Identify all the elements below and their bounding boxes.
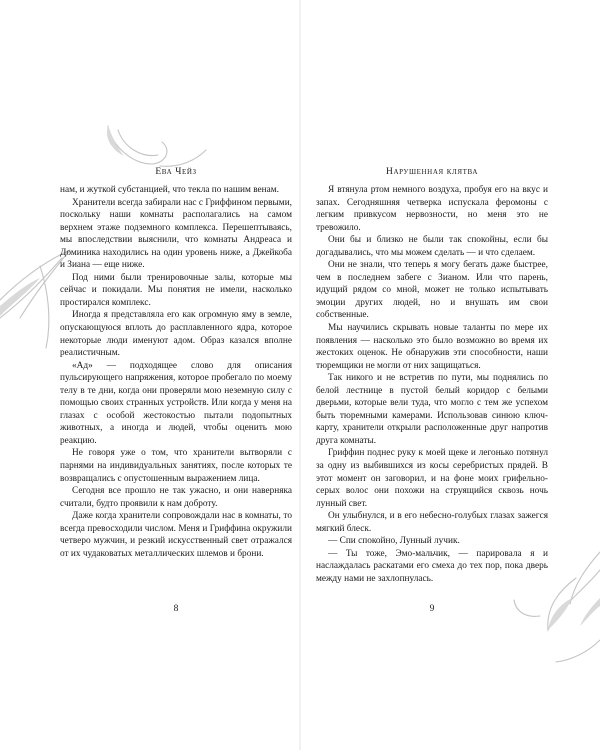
left-page — [60, 166, 292, 560]
book-gutter — [299, 0, 301, 750]
page-number-right: 9 — [429, 604, 435, 614]
right-page-body — [316, 184, 548, 586]
paragraph: «Ад» — подходящее слово для описания пульсирующего напряжения, которое пробегало по моему телу в те дни, когда они проверяли мою неземную силу с помощью своих странных устройств. Или когда у меня на глазах с особой жестокостью пытали подопытных животных, а иногда и людей, чтобы оценить мою реакцию. — [60, 360, 292, 446]
paragraph: Гриффин поднес руку к моей щеке и легонько потянул за одну из выбившихся из косы серебристых прядей. В этот момент он заговорил, и на фоне моих грифельно-серых волос они похожи на струящийся сквозь ночь лунный свет. — [316, 448, 548, 509]
running-head-author: Ева Чейз — [155, 167, 197, 177]
paragraph: Они не знали, что теперь я могу бегать даже быстрее, чем в последнем забеге с Зианом. Или что парень, идущий рядом со мной, может не только испытывать эмоции других людей, но и внушать им свои собственные. — [316, 260, 548, 321]
paragraph: Так никого и не встретив по пути, мы поднялись по белой лестнице в пустой белый коридор с белыми дверьми, которые вели туда, что могло с тем же успехом быть тюремными камерами. Использовав синюю ключ-карту, хранители открыли расположенные друг напротив друга комнаты. — [316, 373, 548, 446]
paragraph: — Спи спокойно, Лунный лучик. — [328, 536, 460, 547]
running-head-title: Нарушенная клятва — [386, 167, 478, 177]
right-page — [316, 166, 548, 586]
paragraph: Хранители всегда забирали нас с Гриффином первыми, поскольку наши комнаты располагались на самом верхнем этаже подземного комплекса. Перешептываясь, мы впоследствии выяснили, что комнаты Андреаса и Доминика находились на один уровень ниже, а Джейкоба и Зиана — еще ниже. — [60, 197, 292, 271]
paragraph: Они бы и близко не были так спокойны, если бы догадывались, что мы можем сделать — и что сделаем. — [316, 235, 548, 258]
left-page-body — [60, 184, 292, 560]
paragraph: Даже когда хранители сопровождали нас в комнаты, то всегда превосходили числом. Меня и Гриффина окружили четверо мужчин, и резкий искусственный свет отражался от их чудаковатых металлических шлемов и брони. — [60, 511, 292, 559]
paragraph: Мы научились скрывать новые таланты по мере их появления — насколько это было возможно во время их жестоких оценок. Не обнаружив эти способности, наши тюремщики не могли от них защищаться. — [316, 323, 548, 371]
paragraph: Я втянула ртом немного воздуха, пробуя его на вкус и запах. Сегодняшняя четверка испускала феромоны с легким привкусом нервозности, но меня это не тревожило. — [316, 185, 548, 233]
paragraph: Сегодня все прошло не так ужасно, и они наверняка считали, будто проявили к нам доброту. — [60, 486, 292, 509]
paragraph: Под ними были тренировочные залы, которые мы сейчас и покидали. Мы понятия не имели, насколько простирался комплекс. — [60, 272, 292, 308]
paragraph: Иногда я представляла его как огромную яму в земле, опускающуюся вплоть до расплавленного ядра, которое некоторые люди именуют адом. Образ казался вполне реалистичным. — [60, 310, 292, 359]
paragraph: Он улыбнулся, и в его небесно-голубых глазах зажегся мягкий блеск. — [316, 511, 548, 534]
paragraph: — Ты тоже, Эмо-мальчик, — парировала я и наслаждалась раскатами его смеха до тех пор, пока дверь между нами не захлопнулась. — [316, 548, 548, 584]
page-number-left: 8 — [173, 604, 179, 614]
paragraph: Не говоря уже о том, что хранители вытворяли с парнями на индивидуальных занятиях, после которых те возвращались с опустошенным выражением лица. — [60, 448, 292, 484]
paragraph: нам, и жуткой субстанцией, что текла по нашим венам. — [60, 185, 279, 195]
